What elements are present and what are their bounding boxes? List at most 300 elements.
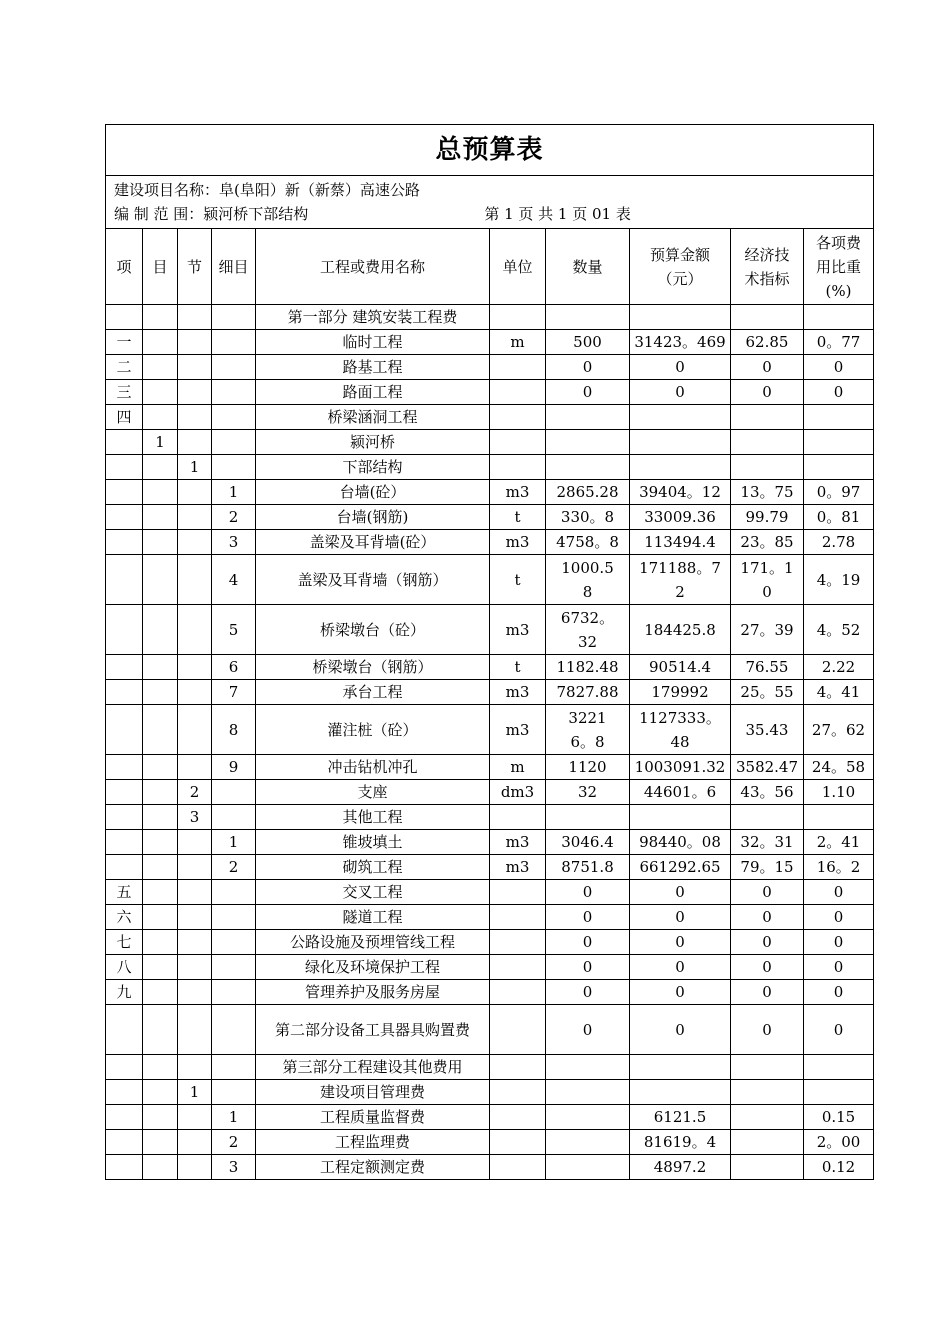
header-row bbox=[106, 229, 874, 305]
cell-qty: 500 bbox=[546, 330, 630, 355]
table-row bbox=[106, 1130, 874, 1155]
cell-qty: 0 bbox=[546, 1005, 630, 1055]
cell-mu bbox=[143, 880, 178, 905]
cell-mu bbox=[143, 505, 178, 530]
scope-text: 编 制 范 围：颍河桥下部结构 bbox=[114, 205, 309, 223]
table-row bbox=[106, 530, 874, 555]
cell-index bbox=[731, 430, 804, 455]
cell-amount: 33009.36 bbox=[630, 505, 731, 530]
cell-unit bbox=[490, 805, 546, 830]
cell-ximu bbox=[212, 455, 256, 480]
cell-unit bbox=[490, 355, 546, 380]
cell-jie bbox=[178, 1130, 212, 1155]
cell-qty bbox=[546, 1105, 630, 1130]
cell-mu bbox=[143, 1105, 178, 1130]
project-name-line: 建设项目名称：阜(阜阳）新（新蔡）高速公路 bbox=[114, 181, 420, 199]
cell-index bbox=[731, 1155, 804, 1180]
cell-ratio: 24。58 bbox=[804, 755, 874, 780]
cell-mu: 1 bbox=[143, 430, 178, 455]
cell-jie bbox=[178, 705, 212, 755]
cell-amount: 0 bbox=[630, 955, 731, 980]
cell-unit bbox=[490, 905, 546, 930]
cell-mu bbox=[143, 755, 178, 780]
cell-ximu: 2 bbox=[212, 855, 256, 880]
cell-qty bbox=[546, 1080, 630, 1105]
cell-qty: 0 bbox=[546, 355, 630, 380]
cell-jie: 1 bbox=[178, 1080, 212, 1105]
cell-name: 颍河桥 bbox=[256, 430, 490, 455]
cell-unit: m3 bbox=[490, 530, 546, 555]
cell-ximu: 5 bbox=[212, 605, 256, 655]
table-row bbox=[106, 805, 874, 830]
cell-name: 锥坡填土 bbox=[256, 830, 490, 855]
table-row bbox=[106, 705, 874, 755]
cell-amount: 1003091.32 bbox=[630, 755, 731, 780]
cell-ratio: 0 bbox=[804, 905, 874, 930]
cell-index bbox=[731, 405, 804, 430]
table-row bbox=[106, 430, 874, 455]
cell-qty: 4758。8 bbox=[546, 530, 630, 555]
cell-unit: dm3 bbox=[490, 780, 546, 805]
cell-ratio bbox=[804, 405, 874, 430]
cell-ximu bbox=[212, 805, 256, 830]
cell-name: 砌筑工程 bbox=[256, 855, 490, 880]
cell-name: 工程定额测定费 bbox=[256, 1155, 490, 1180]
table-row bbox=[106, 880, 874, 905]
cell-ratio bbox=[804, 805, 874, 830]
cell-xiang bbox=[106, 305, 143, 330]
cell-amount: 179992 bbox=[630, 680, 731, 705]
cell-name: 盖梁及耳背墙（钢筋） bbox=[256, 555, 490, 605]
cell-unit bbox=[490, 1155, 546, 1180]
cell-xiang bbox=[106, 1080, 143, 1105]
cell-jie bbox=[178, 605, 212, 655]
cell-amount: 98440。08 bbox=[630, 830, 731, 855]
cell-ratio: 1.10 bbox=[804, 780, 874, 805]
cell-name: 桥梁涵洞工程 bbox=[256, 405, 490, 430]
cell-mu bbox=[143, 705, 178, 755]
cell-jie bbox=[178, 980, 212, 1005]
page-info: 第 1 页 共 1 页 01 表 bbox=[484, 205, 631, 223]
cell-ximu bbox=[212, 1055, 256, 1080]
cell-unit bbox=[490, 305, 546, 330]
cell-ratio bbox=[804, 455, 874, 480]
cell-ximu bbox=[212, 905, 256, 930]
cell-index bbox=[731, 1055, 804, 1080]
cell-ximu: 1 bbox=[212, 1105, 256, 1130]
cell-qty: 0 bbox=[546, 930, 630, 955]
header-index: 经济技术指标 bbox=[731, 229, 804, 305]
cell-name: 隧道工程 bbox=[256, 905, 490, 930]
cell-index bbox=[731, 455, 804, 480]
cell-qty bbox=[546, 1055, 630, 1080]
cell-mu bbox=[143, 780, 178, 805]
cell-mu bbox=[143, 680, 178, 705]
cell-unit bbox=[490, 405, 546, 430]
cell-name: 承台工程 bbox=[256, 680, 490, 705]
header-qty: 数量 bbox=[546, 229, 630, 305]
cell-xiang bbox=[106, 1105, 143, 1130]
cell-qty bbox=[546, 405, 630, 430]
cell-ximu bbox=[212, 780, 256, 805]
cell-qty: 3046.4 bbox=[546, 830, 630, 855]
cell-mu bbox=[143, 305, 178, 330]
cell-jie bbox=[178, 505, 212, 530]
cell-ximu bbox=[212, 980, 256, 1005]
cell-unit: m bbox=[490, 330, 546, 355]
cell-jie bbox=[178, 555, 212, 605]
cell-jie bbox=[178, 355, 212, 380]
table-row bbox=[106, 505, 874, 530]
cell-amount: 0 bbox=[630, 1005, 731, 1055]
cell-xiang bbox=[106, 655, 143, 680]
header-amount: 预算金额（元） bbox=[630, 229, 731, 305]
cell-index: 62.85 bbox=[731, 330, 804, 355]
cell-index bbox=[731, 805, 804, 830]
cell-jie: 1 bbox=[178, 455, 212, 480]
cell-xiang bbox=[106, 480, 143, 505]
cell-name: 绿化及环境保护工程 bbox=[256, 955, 490, 980]
cell-unit: m3 bbox=[490, 705, 546, 755]
table-row bbox=[106, 455, 874, 480]
cell-jie bbox=[178, 1055, 212, 1080]
cell-unit: t bbox=[490, 505, 546, 530]
table-row bbox=[106, 905, 874, 930]
cell-amount: 31423。469 bbox=[630, 330, 731, 355]
cell-ratio: 0 bbox=[804, 955, 874, 980]
cell-index: 0 bbox=[731, 1005, 804, 1055]
cell-qty: 330。8 bbox=[546, 505, 630, 530]
cell-name: 临时工程 bbox=[256, 330, 490, 355]
cell-ratio bbox=[804, 430, 874, 455]
cell-unit bbox=[490, 1130, 546, 1155]
cell-mu bbox=[143, 805, 178, 830]
table-row bbox=[106, 855, 874, 880]
table-row bbox=[106, 930, 874, 955]
table-row bbox=[106, 830, 874, 855]
cell-amount: 184425.8 bbox=[630, 605, 731, 655]
table-row bbox=[106, 780, 874, 805]
header-unit: 单位 bbox=[490, 229, 546, 305]
cell-jie bbox=[178, 880, 212, 905]
cell-name: 桥梁墩台（砼） bbox=[256, 605, 490, 655]
cell-name: 下部结构 bbox=[256, 455, 490, 480]
cell-xiang bbox=[106, 855, 143, 880]
cell-ratio: 2.78 bbox=[804, 530, 874, 555]
cell-jie bbox=[178, 855, 212, 880]
cell-index: 27。39 bbox=[731, 605, 804, 655]
table-row bbox=[106, 1055, 874, 1080]
cell-xiang bbox=[106, 755, 143, 780]
cell-index: 13。75 bbox=[731, 480, 804, 505]
cell-qty: 1182.48 bbox=[546, 655, 630, 680]
cell-index: 0 bbox=[731, 355, 804, 380]
cell-unit: m3 bbox=[490, 680, 546, 705]
cell-mu bbox=[143, 455, 178, 480]
cell-index: 35.43 bbox=[731, 705, 804, 755]
cell-amount: 81619。4 bbox=[630, 1130, 731, 1155]
table-row bbox=[106, 1105, 874, 1130]
cell-ratio: 0 bbox=[804, 355, 874, 380]
cell-ximu: 3 bbox=[212, 1155, 256, 1180]
cell-ratio: 4。41 bbox=[804, 680, 874, 705]
cell-index: 0 bbox=[731, 930, 804, 955]
budget-sheet bbox=[105, 124, 873, 1180]
table-row bbox=[106, 1080, 874, 1105]
cell-ratio: 2.22 bbox=[804, 655, 874, 680]
cell-jie bbox=[178, 480, 212, 505]
cell-xiang bbox=[106, 780, 143, 805]
scope-line bbox=[114, 202, 865, 226]
cell-mu bbox=[143, 655, 178, 680]
table-row bbox=[106, 380, 874, 405]
cell-unit: m3 bbox=[490, 855, 546, 880]
cell-index: 43。56 bbox=[731, 780, 804, 805]
cell-mu bbox=[143, 1005, 178, 1055]
cell-xiang bbox=[106, 430, 143, 455]
cell-amount: 0 bbox=[630, 905, 731, 930]
table-row bbox=[106, 1155, 874, 1180]
cell-qty bbox=[546, 430, 630, 455]
cell-amount: 0 bbox=[630, 930, 731, 955]
cell-index bbox=[731, 1130, 804, 1155]
cell-unit: m3 bbox=[490, 480, 546, 505]
cell-unit: m3 bbox=[490, 605, 546, 655]
cell-ratio: 0。77 bbox=[804, 330, 874, 355]
cell-jie bbox=[178, 1105, 212, 1130]
cell-amount bbox=[630, 455, 731, 480]
cell-qty: 0 bbox=[546, 955, 630, 980]
cell-xiang bbox=[106, 505, 143, 530]
cell-index: 99.79 bbox=[731, 505, 804, 530]
cell-ratio: 27。62 bbox=[804, 705, 874, 755]
header-ratio: 各项费用比重(%) bbox=[804, 229, 874, 305]
cell-unit: m bbox=[490, 755, 546, 780]
cell-amount: 171188。72 bbox=[630, 555, 731, 605]
cell-name: 台墙(砼） bbox=[256, 480, 490, 505]
table-row bbox=[106, 980, 874, 1005]
cell-amount: 44601。6 bbox=[630, 780, 731, 805]
cell-name: 第三部分工程建设其他费用 bbox=[256, 1055, 490, 1080]
cell-ximu bbox=[212, 305, 256, 330]
cell-unit bbox=[490, 930, 546, 955]
cell-xiang bbox=[106, 705, 143, 755]
cell-unit bbox=[490, 955, 546, 980]
cell-qty: 32 bbox=[546, 780, 630, 805]
cell-amount: 6121.5 bbox=[630, 1105, 731, 1130]
cell-name: 建设项目管理费 bbox=[256, 1080, 490, 1105]
cell-ximu: 2 bbox=[212, 505, 256, 530]
cell-jie bbox=[178, 905, 212, 930]
table-row bbox=[106, 655, 874, 680]
cell-ximu: 4 bbox=[212, 555, 256, 605]
cell-jie bbox=[178, 655, 212, 680]
cell-ximu bbox=[212, 955, 256, 980]
cell-jie bbox=[178, 955, 212, 980]
header-mu: 目 bbox=[143, 229, 178, 305]
cell-ximu: 6 bbox=[212, 655, 256, 680]
cell-mu bbox=[143, 955, 178, 980]
header-jie: 节 bbox=[178, 229, 212, 305]
cell-ratio bbox=[804, 1080, 874, 1105]
cell-xiang: 六 bbox=[106, 905, 143, 930]
cell-xiang bbox=[106, 1130, 143, 1155]
cell-xiang: 八 bbox=[106, 955, 143, 980]
cell-amount: 0 bbox=[630, 355, 731, 380]
cell-amount: 0 bbox=[630, 880, 731, 905]
cell-amount: 39404。12 bbox=[630, 480, 731, 505]
project-info bbox=[106, 176, 874, 229]
cell-mu bbox=[143, 480, 178, 505]
cell-ximu: 3 bbox=[212, 530, 256, 555]
cell-mu bbox=[143, 1130, 178, 1155]
cell-ximu bbox=[212, 880, 256, 905]
cell-ratio: 0.12 bbox=[804, 1155, 874, 1180]
cell-unit bbox=[490, 1005, 546, 1055]
cell-amount bbox=[630, 1055, 731, 1080]
cell-amount: 4897.2 bbox=[630, 1155, 731, 1180]
cell-qty: 32216。8 bbox=[546, 705, 630, 755]
cell-name: 工程监理费 bbox=[256, 1130, 490, 1155]
cell-qty bbox=[546, 1155, 630, 1180]
cell-ximu: 1 bbox=[212, 480, 256, 505]
cell-name: 灌注桩（砼） bbox=[256, 705, 490, 755]
cell-ratio: 2。41 bbox=[804, 830, 874, 855]
cell-qty bbox=[546, 455, 630, 480]
cell-mu bbox=[143, 1055, 178, 1080]
cell-mu bbox=[143, 1080, 178, 1105]
cell-index: 0 bbox=[731, 980, 804, 1005]
cell-index: 0 bbox=[731, 380, 804, 405]
cell-xiang: 一 bbox=[106, 330, 143, 355]
cell-jie bbox=[178, 330, 212, 355]
cell-qty bbox=[546, 1130, 630, 1155]
cell-ximu bbox=[212, 430, 256, 455]
cell-xiang bbox=[106, 455, 143, 480]
cell-ratio: 4。19 bbox=[804, 555, 874, 605]
cell-name: 路基工程 bbox=[256, 355, 490, 380]
header-ximu: 细目 bbox=[212, 229, 256, 305]
cell-amount: 113494.4 bbox=[630, 530, 731, 555]
cell-ximu: 9 bbox=[212, 755, 256, 780]
cell-amount bbox=[630, 405, 731, 430]
cell-qty: 1120 bbox=[546, 755, 630, 780]
table-row bbox=[106, 405, 874, 430]
cell-unit bbox=[490, 455, 546, 480]
cell-name: 工程质量监督费 bbox=[256, 1105, 490, 1130]
cell-jie bbox=[178, 1005, 212, 1055]
cell-index bbox=[731, 305, 804, 330]
cell-mu bbox=[143, 1155, 178, 1180]
cell-index: 0 bbox=[731, 880, 804, 905]
cell-xiang: 四 bbox=[106, 405, 143, 430]
cell-ratio: 0 bbox=[804, 380, 874, 405]
cell-qty: 0 bbox=[546, 380, 630, 405]
cell-ratio: 0 bbox=[804, 980, 874, 1005]
table-row bbox=[106, 480, 874, 505]
cell-index: 25。55 bbox=[731, 680, 804, 705]
cell-ratio: 4。52 bbox=[804, 605, 874, 655]
cell-xiang: 七 bbox=[106, 930, 143, 955]
cell-unit bbox=[490, 1105, 546, 1130]
cell-index: 0 bbox=[731, 905, 804, 930]
cell-jie bbox=[178, 530, 212, 555]
cell-xiang: 九 bbox=[106, 980, 143, 1005]
cell-ximu bbox=[212, 355, 256, 380]
cell-name: 盖梁及耳背墙(砼） bbox=[256, 530, 490, 555]
cell-mu bbox=[143, 905, 178, 930]
cell-amount bbox=[630, 305, 731, 330]
cell-ratio: 0 bbox=[804, 880, 874, 905]
cell-unit bbox=[490, 980, 546, 1005]
cell-unit bbox=[490, 1055, 546, 1080]
cell-name: 管理养护及服务房屋 bbox=[256, 980, 490, 1005]
cell-jie bbox=[178, 430, 212, 455]
cell-index: 79。15 bbox=[731, 855, 804, 880]
cell-name: 路面工程 bbox=[256, 380, 490, 405]
table-row bbox=[106, 955, 874, 980]
cell-name: 公路设施及预埋管线工程 bbox=[256, 930, 490, 955]
cell-ratio: 0 bbox=[804, 930, 874, 955]
cell-ximu: 7 bbox=[212, 680, 256, 705]
cell-ximu bbox=[212, 930, 256, 955]
cell-jie bbox=[178, 930, 212, 955]
page-title: 总预算表 bbox=[106, 125, 874, 176]
cell-xiang bbox=[106, 605, 143, 655]
cell-unit bbox=[490, 430, 546, 455]
cell-unit: t bbox=[490, 655, 546, 680]
cell-xiang: 五 bbox=[106, 880, 143, 905]
table-row bbox=[106, 330, 874, 355]
cell-name: 冲击钻机冲孔 bbox=[256, 755, 490, 780]
cell-amount: 661292.65 bbox=[630, 855, 731, 880]
cell-ratio: 0.15 bbox=[804, 1105, 874, 1130]
cell-mu bbox=[143, 380, 178, 405]
cell-ratio bbox=[804, 305, 874, 330]
cell-qty: 0 bbox=[546, 980, 630, 1005]
cell-xiang bbox=[106, 805, 143, 830]
cell-ximu bbox=[212, 380, 256, 405]
table-row bbox=[106, 680, 874, 705]
cell-xiang bbox=[106, 680, 143, 705]
cell-ximu bbox=[212, 405, 256, 430]
cell-jie bbox=[178, 380, 212, 405]
cell-qty: 8751.8 bbox=[546, 855, 630, 880]
cell-unit bbox=[490, 380, 546, 405]
cell-jie bbox=[178, 405, 212, 430]
cell-ratio: 2。00 bbox=[804, 1130, 874, 1155]
cell-ratio bbox=[804, 1055, 874, 1080]
cell-name: 第二部分设备工具器具购置费 bbox=[256, 1005, 490, 1055]
cell-qty: 0 bbox=[546, 905, 630, 930]
cell-qty bbox=[546, 305, 630, 330]
cell-amount bbox=[630, 430, 731, 455]
cell-qty: 2865.28 bbox=[546, 480, 630, 505]
cell-xiang: 三 bbox=[106, 380, 143, 405]
cell-amount bbox=[630, 1080, 731, 1105]
cell-jie bbox=[178, 1155, 212, 1180]
cell-ximu bbox=[212, 330, 256, 355]
cell-ximu bbox=[212, 1005, 256, 1055]
cell-mu bbox=[143, 930, 178, 955]
cell-qty: 7827.88 bbox=[546, 680, 630, 705]
cell-ximu: 1 bbox=[212, 830, 256, 855]
cell-xiang bbox=[106, 1155, 143, 1180]
cell-index: 76.55 bbox=[731, 655, 804, 680]
cell-index: 23。85 bbox=[731, 530, 804, 555]
cell-jie bbox=[178, 305, 212, 330]
cell-mu bbox=[143, 330, 178, 355]
